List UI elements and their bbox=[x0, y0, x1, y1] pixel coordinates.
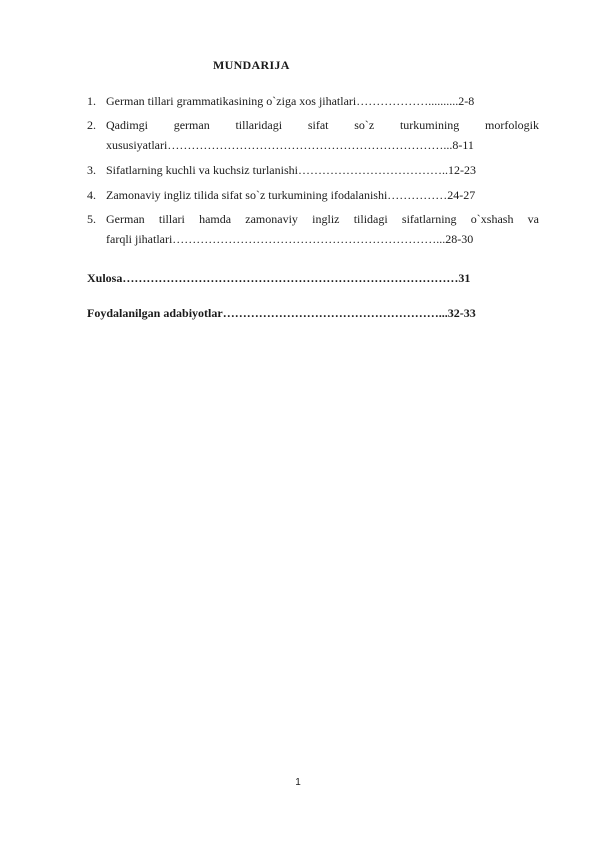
toc-item-number: 1. bbox=[87, 94, 96, 108]
toc-item-line: German tillari grammatikasining o`ziga xos jihatlari………………..........2-8 bbox=[106, 94, 475, 108]
toc-item-number: 4. bbox=[87, 188, 96, 202]
toc-item-number: 5. bbox=[87, 212, 96, 226]
toc-item-line: Qadimgi german tillaridagi sifat so`z turkumining morfologik bbox=[106, 118, 539, 132]
toc-item-line: Zamonaviy ingliz tilida sifat so`z turkumining ifodalanishi……………24-27 bbox=[106, 188, 476, 202]
toc-item-text bbox=[106, 91, 539, 111]
toc-conclusion: Xulosa…………………………………………………………………………31 bbox=[87, 271, 471, 285]
toc-item-line: Sifatlarning kuchli va kuchsiz turlanishi………………………………..12-23 bbox=[106, 163, 476, 177]
page-number: 1 bbox=[295, 777, 301, 788]
toc-item-text bbox=[106, 160, 539, 180]
toc-references: Foydalanilgan adabiyotlar………………………………………………...32-33 bbox=[87, 306, 476, 320]
toc-item-text bbox=[106, 115, 539, 155]
toc-item-line: xususiyatlari……………………………………………………………...8-11 bbox=[106, 138, 474, 152]
toc-item-number: 3. bbox=[87, 163, 96, 177]
toc-item-text bbox=[106, 209, 539, 249]
toc-title: MUNDARIJA bbox=[213, 58, 290, 72]
toc-item-line: German tillari hamda zamonaviy ingliz tilidagi sifatlarning o`xshash va bbox=[106, 212, 539, 226]
toc-item-text bbox=[106, 185, 539, 205]
toc-item-line: farqli jihatlari…………………………………………………………...28-30 bbox=[106, 232, 474, 246]
toc-item-number: 2. bbox=[87, 118, 96, 132]
